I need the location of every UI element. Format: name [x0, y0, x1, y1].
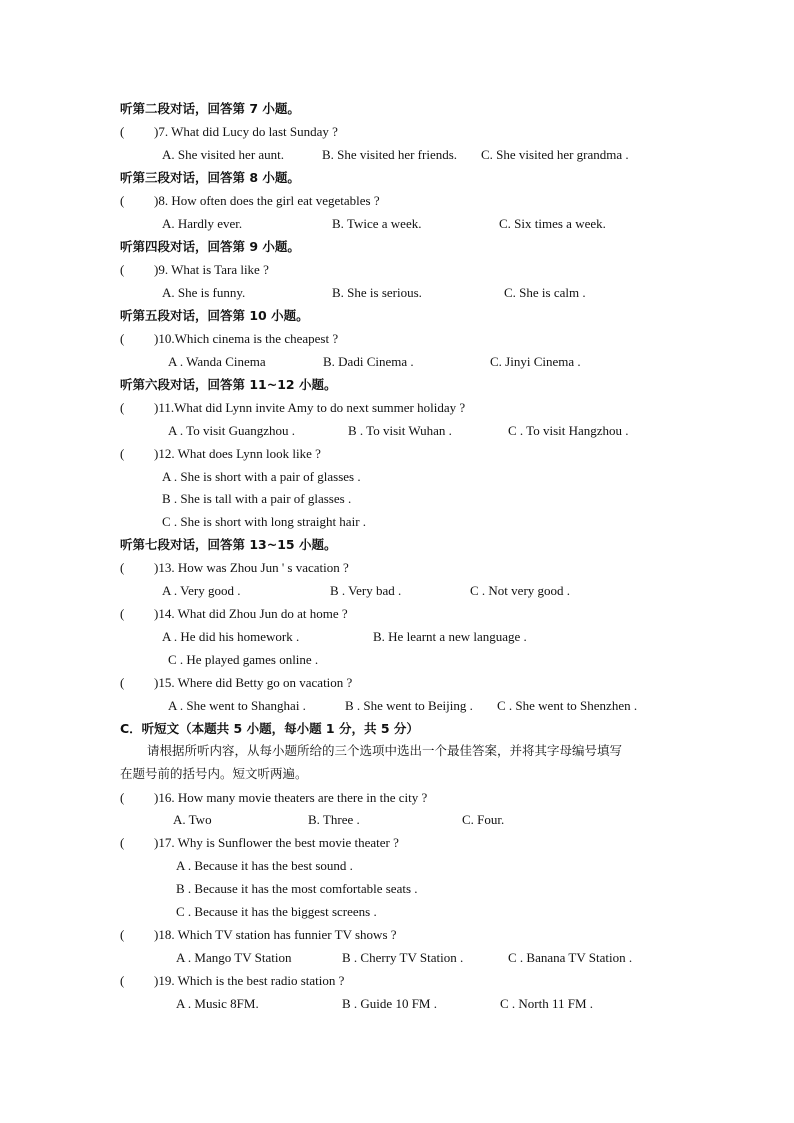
question-text: )12. What does Lynn look like ? — [154, 446, 321, 461]
answer-bracket: ( — [120, 331, 125, 346]
question-18 — [120, 927, 397, 943]
question-text: )17. Why is Sunflower the best movie theater ? — [154, 835, 399, 850]
question-text: )14. What did Zhou Jun do at home ? — [154, 606, 348, 621]
answer-bracket: ( — [120, 446, 125, 461]
option-a: A . Wanda Cinema — [168, 354, 266, 369]
answer-bracket: ( — [120, 835, 125, 850]
question-text: )19. Which is the best radio station ? — [154, 973, 345, 988]
option-c: C . North 11 FM . — [500, 996, 594, 1011]
section-heading-6: 听第六段对话，回答第 11~12 小题。 — [120, 377, 337, 392]
question-text: )7. What did Lucy do last Sunday ? — [154, 124, 338, 139]
option-a: A . He did his homework . — [162, 629, 300, 644]
option-b: B . Very bad . — [330, 583, 402, 598]
section-heading-3: 听第三段对话，回答第 8 小题。 — [120, 170, 300, 185]
option-a: A . To visit Guangzhou . — [168, 423, 296, 438]
question-7 — [120, 124, 338, 140]
option-a: A. Hardly ever. — [162, 216, 243, 231]
question-text: )11.What did Lynn invite Amy to do next summer holiday ? — [154, 400, 466, 415]
question-14 — [120, 606, 348, 622]
option-c: C . She is short with long straight hair . — [162, 514, 367, 529]
question-10 — [120, 331, 338, 347]
option-c: C. Six times a week. — [499, 216, 606, 231]
option-c: C . Because it has the biggest screens . — [176, 904, 377, 919]
option-c: C . Banana TV Station . — [508, 950, 633, 965]
section-heading-7: 听第七段对话，回答第 13~15 小题。 — [120, 537, 337, 552]
question-12 — [120, 446, 321, 462]
answer-bracket: ( — [120, 560, 125, 575]
option-c: C. She visited her grandma . — [481, 147, 629, 162]
option-c: C . She went to Shenzhen . — [497, 698, 638, 713]
question-8 — [120, 193, 380, 209]
option-c: C. Jinyi Cinema . — [490, 354, 581, 369]
option-b: B . Guide 10 FM . — [342, 996, 437, 1011]
question-text: )13. How was Zhou Jun ' s vacation ? — [154, 560, 349, 575]
option-b: B. Twice a week. — [332, 216, 422, 231]
question-17 — [120, 835, 399, 851]
question-text: )18. Which TV station has funnier TV shows ? — [154, 927, 397, 942]
question-text: )8. How often does the girl eat vegetables ? — [154, 193, 380, 208]
section-heading-2: 听第二段对话，回答第 7 小题。 — [120, 101, 300, 116]
option-b: B. Three . — [308, 812, 360, 827]
question-13 — [120, 560, 349, 576]
instructions-line-2: 在题号前的括号内。短文听两遍。 — [120, 766, 308, 781]
option-b: B . Cherry TV Station . — [342, 950, 464, 965]
option-b: B. He learnt a new language . — [373, 629, 527, 644]
question-15 — [120, 675, 352, 691]
instructions-line-1: 请根据所听内容，从每小题所给的三个选项中选出一个最佳答案，并将其字母编号填写 — [147, 743, 623, 758]
option-a: A. Two — [173, 812, 212, 827]
question-text: )15. Where did Betty go on vacation ? — [154, 675, 353, 690]
option-b: B. Dadi Cinema . — [323, 354, 414, 369]
answer-bracket: ( — [120, 262, 125, 277]
option-a: A . She went to Shanghai . — [168, 698, 306, 713]
option-c: C. Four. — [462, 812, 505, 827]
option-b: B. She is serious. — [332, 285, 422, 300]
answer-bracket: ( — [120, 606, 125, 621]
section-heading-4: 听第四段对话，回答第 9 小题。 — [120, 239, 300, 254]
option-b: B . She went to Beijing . — [345, 698, 473, 713]
option-c: C . He played games online . — [168, 652, 319, 667]
option-a: A . Because it has the best sound . — [176, 858, 353, 873]
option-b: B . Because it has the most comfortable seats . — [176, 881, 418, 896]
option-a: A. She is funny. — [162, 285, 246, 300]
option-b: B . She is tall with a pair of glasses . — [162, 491, 352, 506]
answer-bracket: ( — [120, 790, 125, 805]
option-a: A . She is short with a pair of glasses . — [162, 469, 361, 484]
question-text: )10.Which cinema is the cheapest ? — [154, 331, 339, 346]
option-c: C . Not very good . — [470, 583, 571, 598]
question-19 — [120, 973, 344, 989]
question-text: )16. How many movie theaters are there in the city ? — [154, 790, 428, 805]
question-16 — [120, 790, 427, 806]
option-a: A. She visited her aunt. — [162, 147, 285, 162]
answer-bracket: ( — [120, 675, 125, 690]
answer-bracket: ( — [120, 124, 125, 139]
question-text: )9. What is Tara like ? — [154, 262, 269, 277]
answer-bracket: ( — [120, 193, 125, 208]
option-b: B. She visited her friends. — [322, 147, 458, 162]
question-9 — [120, 262, 269, 278]
part-c-heading: C．听短文（本题共 5 小题，每小题 1 分，共 5 分） — [120, 721, 419, 736]
section-heading-5: 听第五段对话，回答第 10 小题。 — [120, 308, 309, 323]
answer-bracket: ( — [120, 400, 125, 415]
question-11 — [120, 400, 465, 416]
answer-bracket: ( — [120, 927, 125, 942]
option-c: C . To visit Hangzhou . — [508, 423, 629, 438]
option-b: B . To visit Wuhan . — [348, 423, 452, 438]
option-a: A . Very good . — [162, 583, 241, 598]
answer-bracket: ( — [120, 973, 125, 988]
option-a: A . Mango TV Station — [176, 950, 292, 965]
option-c: C. She is calm . — [504, 285, 586, 300]
option-a: A . Music 8FM. — [176, 996, 259, 1011]
